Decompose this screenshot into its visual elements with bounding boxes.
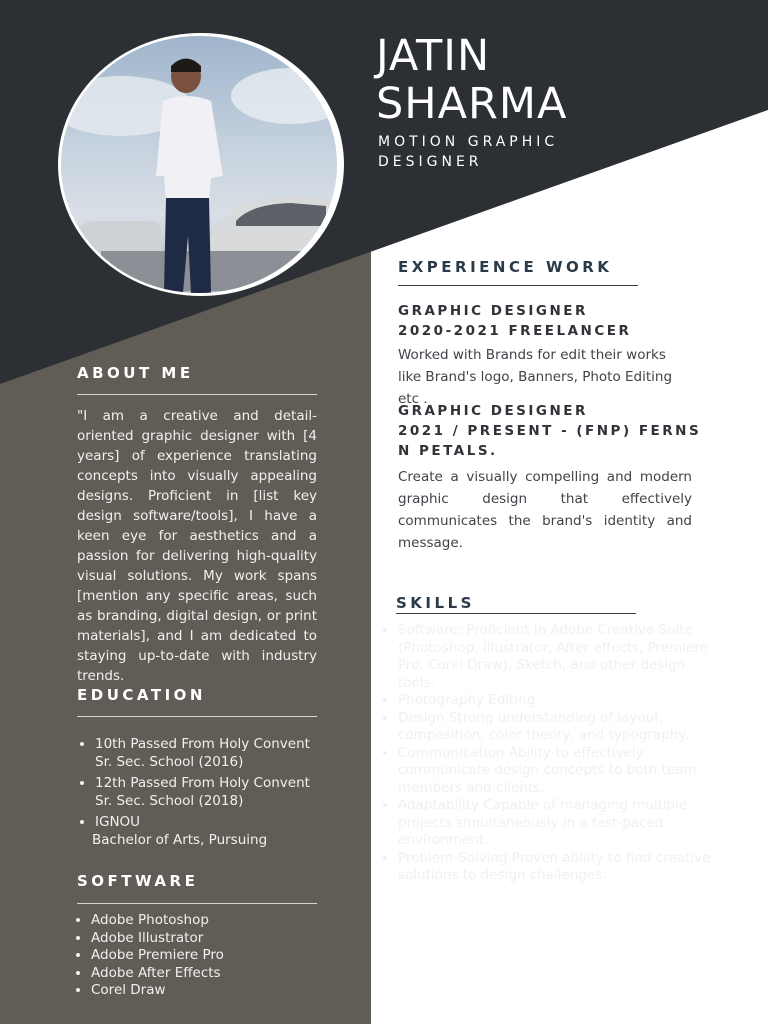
job-2-title-line2: 2021 / PRESENT - (FNP) FERNS N PETALS. [398, 423, 702, 459]
profile-photo-frame [58, 33, 344, 296]
education-title: EDUCATION [77, 686, 206, 704]
software-divider [77, 903, 317, 904]
software-item: • Adobe Premiere Pro [91, 947, 317, 965]
last-name: SHARMA [376, 79, 568, 129]
job-2-title-line1: GRAPHIC DESIGNER [398, 403, 588, 419]
education-item-line2: Bachelor of Arts, Pursuing [92, 831, 268, 848]
education-item-line2: Sr. Sec. School (2016) [95, 753, 244, 770]
skill-item: • Communication Ability to effectively communicate design concepts to both team members and clients. [398, 745, 712, 798]
job-2-description: Create a visually compelling and modern graphic design that effectively communicates the brand's identity and message. [398, 469, 692, 551]
skills-title: SKILLS [396, 594, 475, 612]
education-item [95, 775, 337, 810]
skill-item: • Problem-Solving Proven ability to find creative solutions to design challenges. [398, 850, 712, 885]
first-name: JATIN [376, 31, 491, 81]
education-item-line1: 10th Passed From Holy Convent [95, 736, 310, 752]
skills-divider [396, 613, 636, 614]
skills-list [382, 622, 712, 885]
job-1-title-line1: GRAPHIC DESIGNER [398, 303, 588, 319]
about-divider [77, 394, 317, 395]
job-1-title-line2: 2020-2021 FREELANCER [398, 323, 632, 339]
about-title: ABOUT ME [77, 364, 194, 382]
software-list [77, 912, 317, 1000]
skill-item: • Software: Proficient in Adobe Creative Suite (Photoshop, Illustrator, After effects, Premiere Pro, Corel Draw), Sketch, and other design tools. [398, 622, 712, 692]
education-divider [77, 716, 317, 717]
education-item [95, 736, 337, 771]
experience-divider [398, 285, 638, 286]
education-item [92, 814, 337, 849]
skill-item: • Photography Editing [398, 692, 712, 710]
software-item: • Adobe After Effects [91, 965, 317, 983]
education-item-line1: 12th Passed From Holy Convent [95, 775, 310, 791]
experience-title: EXPERIENCE WORK [398, 258, 613, 276]
skill-item: • Adaptability Capable of managing multiple projects simultaneously in a fast-paced environment. [398, 797, 712, 850]
job-2-title [398, 401, 710, 461]
education-list [77, 736, 337, 853]
software-title: SOFTWARE [77, 872, 199, 890]
job-1-title [398, 301, 718, 341]
role-line-2: DESIGNER [378, 154, 483, 170]
about-text: "I am a creative and detail-oriented graphic designer with [4 years] of experience translating concepts into visually appealing designs. Proficient in [list key design software/tools], I have a keen eye for aesthetics and a passion for delivering high-quality visual solutions. My work spans [mention any specific areas, such as branding, digital design, or print materials], and I am dedicated to staying up-to-date with industry trends. [77, 408, 317, 684]
candidate-name [376, 32, 567, 128]
role-line-1: MOTION GRAPHIC [378, 134, 559, 150]
job-1-description: Worked with Brands for edit their works like Brand's logo, Banners, Photo Editing etc . [398, 347, 673, 407]
profile-photo [61, 36, 337, 293]
software-item: • Corel Draw [91, 982, 317, 1000]
education-item-line1: IGNOU [95, 814, 141, 830]
job-role [378, 132, 628, 172]
software-item: • Adobe Photoshop [91, 912, 317, 930]
software-item: • Adobe Illustrator [91, 930, 317, 948]
skill-item: • Design Strong understanding of layout, composition, color theory, and typography. [398, 710, 712, 745]
education-item-line2: Sr. Sec. School (2018) [95, 792, 244, 809]
